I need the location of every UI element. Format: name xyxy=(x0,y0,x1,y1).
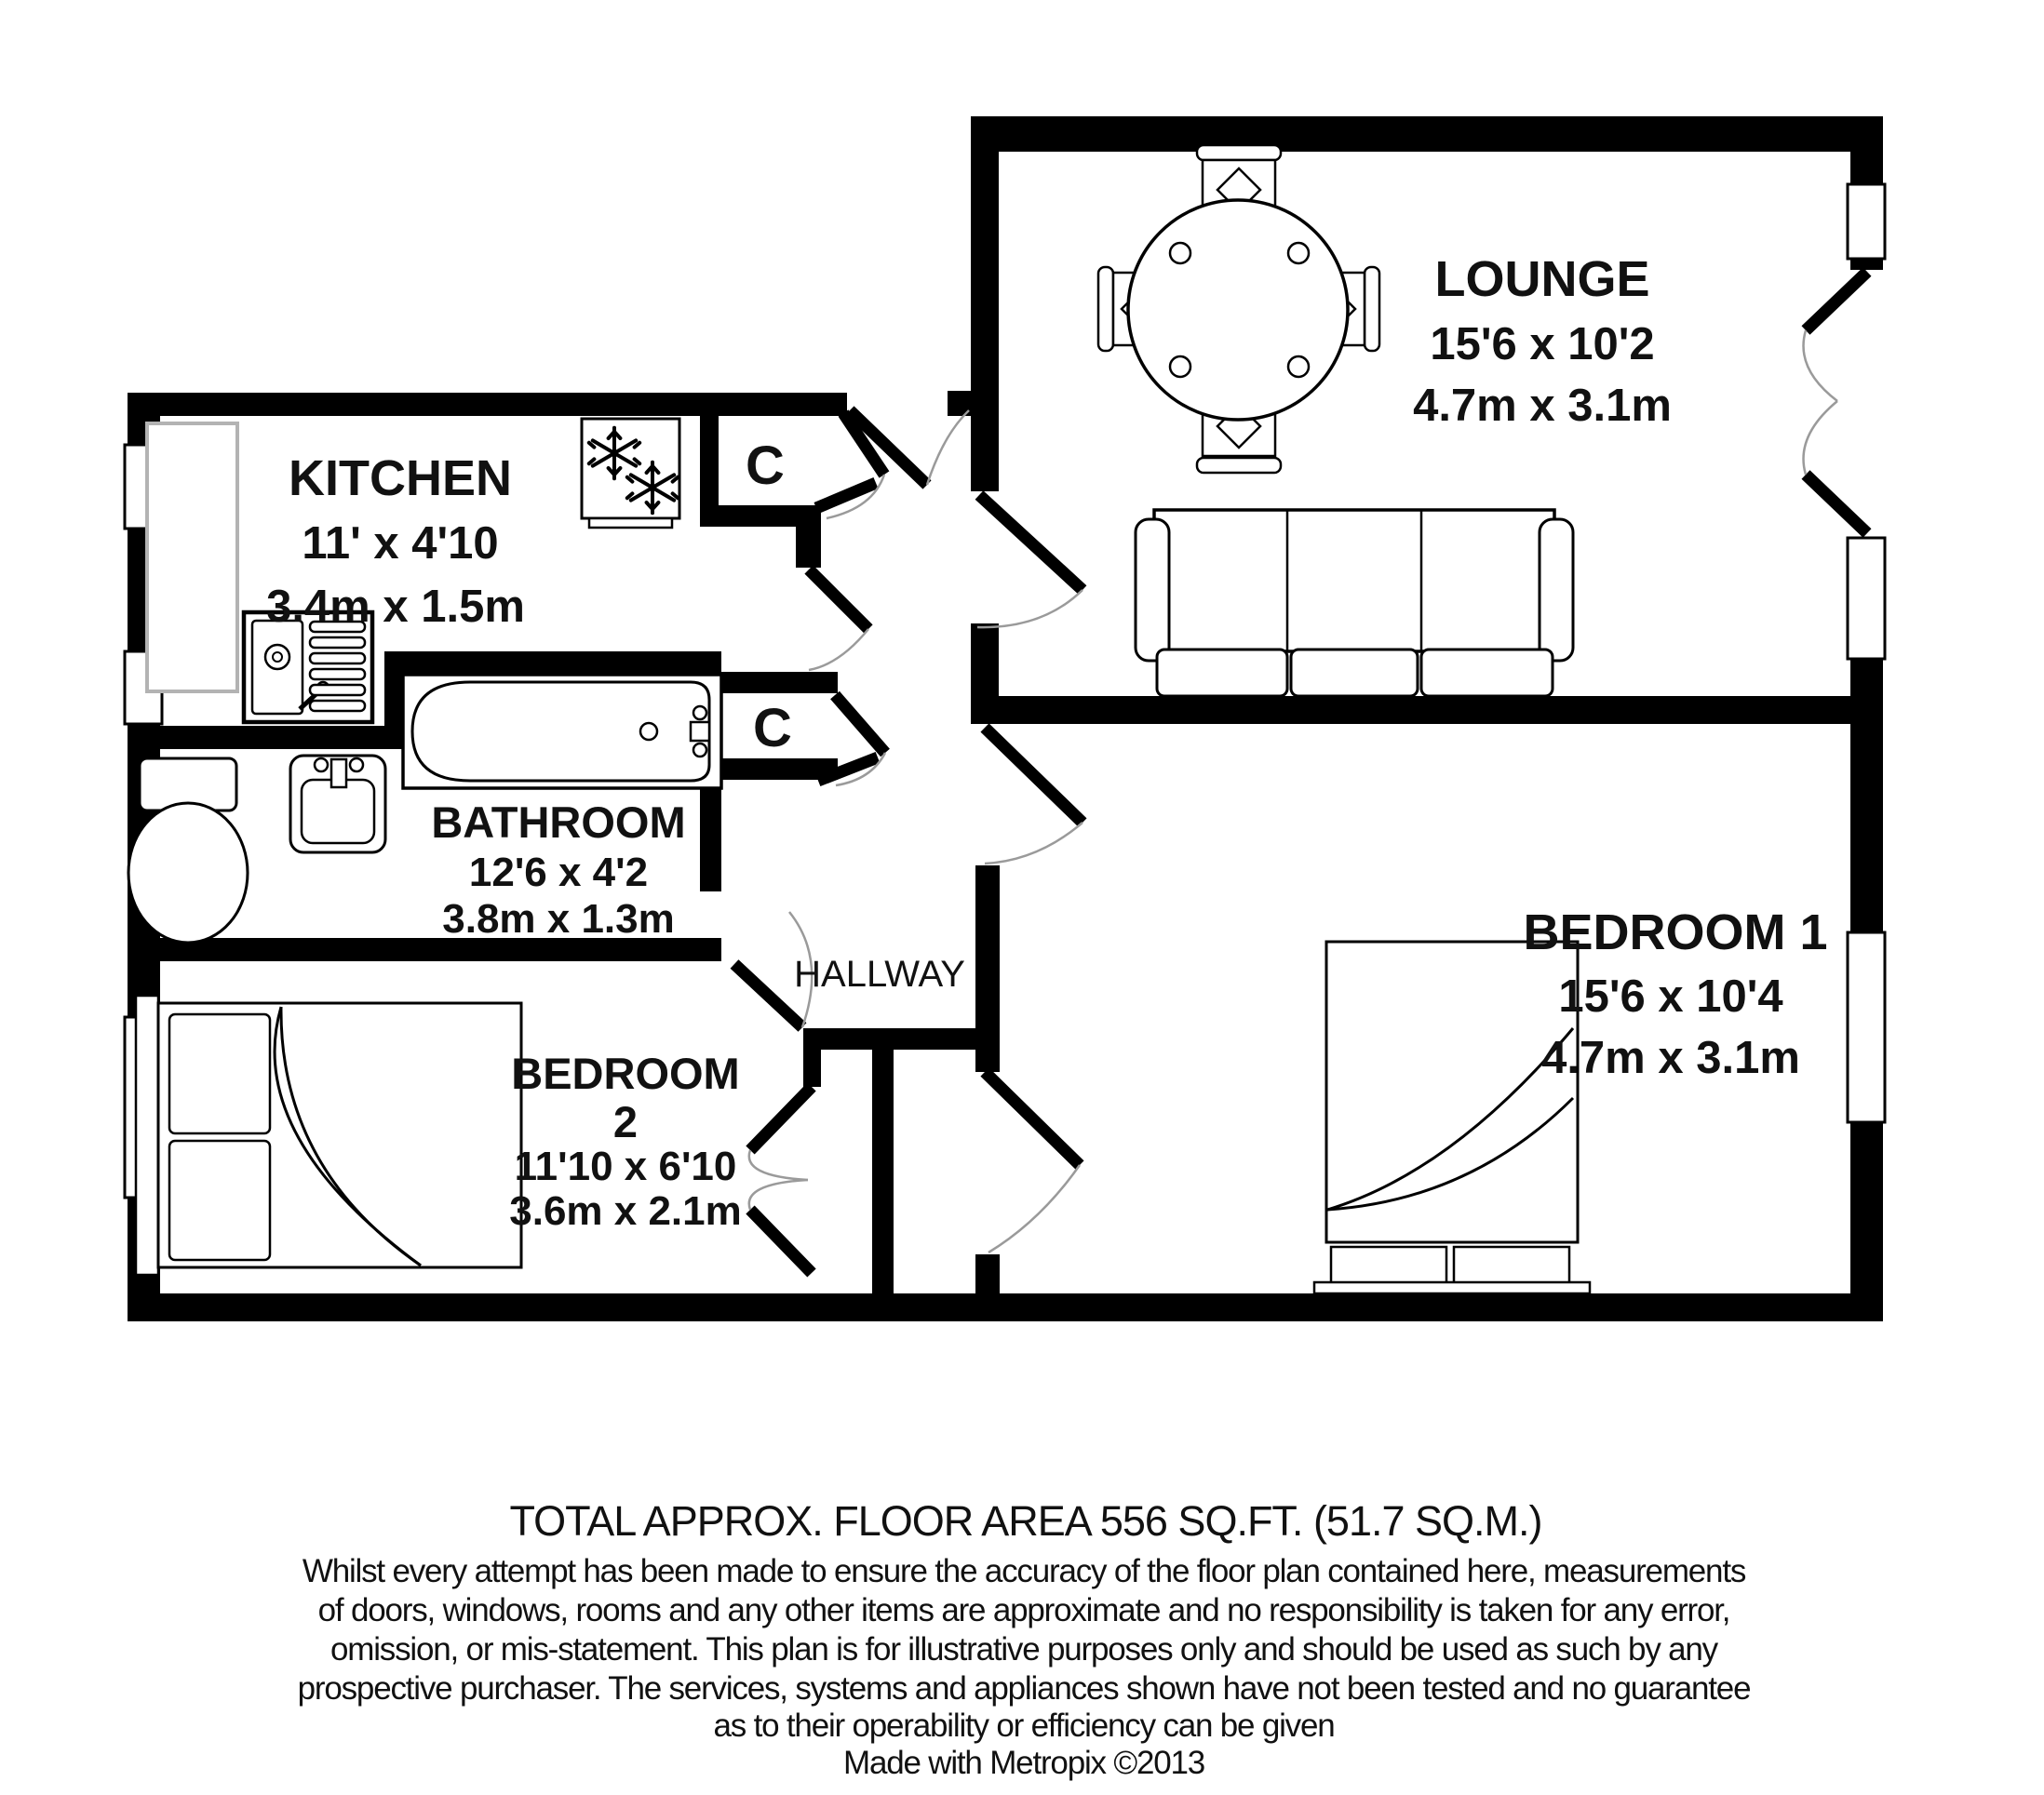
disclaimer-line-4: prospective purchaser. The services, systems and appliances shown have not been tested and no guarantee xyxy=(297,1670,1751,1707)
wall-kitchen-bath-left xyxy=(128,726,403,749)
basin-icon xyxy=(290,756,385,852)
bed2-pillow-bottom xyxy=(169,1141,270,1260)
footer xyxy=(298,1497,1751,1781)
wall-lounge-left xyxy=(971,116,999,491)
bathtub-icon xyxy=(403,675,721,788)
wall-right-3 xyxy=(1850,659,1883,934)
bedroom2-dim-metric: 3.6m x 2.1m xyxy=(509,1188,742,1234)
door-bedroom2-double xyxy=(749,1087,812,1273)
lounge-dim-imperial: 15'6 x 10'2 xyxy=(1430,319,1655,369)
wall-lounge-top xyxy=(971,116,1883,152)
bathroom-name: BATHROOM xyxy=(431,797,686,847)
door-lounge xyxy=(977,495,1083,627)
bedroom1-furniture xyxy=(1314,942,1590,1293)
bedroom2-furniture xyxy=(136,996,521,1275)
door-bedroom1 xyxy=(985,728,1083,864)
disclaimer-line-3: omission, or mis-statement. This plan is for illustrative purposes only and should be used as such by any xyxy=(330,1631,1717,1668)
wall-right-1 xyxy=(1850,116,1883,186)
total-area-text: TOTAL APPROX. FLOOR AREA 556 SQ.FT. (51.7 SQ.M.) xyxy=(509,1497,1542,1545)
bathroom-dim-imperial: 12'6 x 4'2 xyxy=(468,850,649,895)
wall-door-stub-top xyxy=(948,391,999,416)
bedroom1-name: BEDROOM 1 xyxy=(1523,904,1828,960)
bedroom2-dim-imperial: 11'10 x 6'10 xyxy=(514,1144,737,1189)
wall-kitchen-bath-right xyxy=(403,651,721,675)
wall-closet1-post xyxy=(796,527,821,568)
wall-kitchen-bath-jog xyxy=(384,651,403,749)
door-patio-double xyxy=(1804,272,1867,533)
closet1-label: C xyxy=(746,435,785,496)
wall-kitchen-top xyxy=(128,393,847,416)
bathroom-dim-metric: 3.8m x 1.3m xyxy=(442,896,675,942)
kitchen-name: KITCHEN xyxy=(289,450,512,506)
wall-bed1-west-stub xyxy=(975,1254,1000,1293)
wall-bed2-door-post xyxy=(803,1050,821,1087)
wall-hall-bottom xyxy=(803,1028,977,1050)
toilet-icon xyxy=(128,758,248,943)
bedroom2-name: BEDROOM xyxy=(511,1049,740,1098)
dining-table-icon xyxy=(1098,145,1379,473)
wall-right-2 xyxy=(1850,259,1883,270)
wall-closet1-bottom xyxy=(700,505,821,527)
fridge-icon xyxy=(582,419,679,528)
sofa-icon xyxy=(1136,510,1573,696)
window-bedroom1 xyxy=(1848,932,1885,1122)
disclaimer-line-1: Whilst every attempt has been made to ensure the accuracy of the floor plan contained here, measurements xyxy=(302,1553,1746,1589)
bedroom1-dim-imperial: 15'6 x 10'4 xyxy=(1558,971,1783,1022)
window-lounge-2 xyxy=(1848,538,1885,659)
door-bedroom1-closet xyxy=(985,1072,1080,1252)
credit-text: Made with Metropix ©2013 xyxy=(842,1745,1205,1781)
wall-bed1-west xyxy=(975,865,1000,1072)
wall-hall-east-stub xyxy=(971,623,999,698)
bed1-headboard xyxy=(1314,1282,1590,1293)
window-lounge-1 xyxy=(1848,184,1885,259)
hallway-name: HALLWAY xyxy=(794,954,965,995)
door-closet2 xyxy=(818,695,885,785)
disclaimer-line-2: of doors, windows, rooms and any other items are approximate and no responsibility is taken for any error, xyxy=(317,1592,1730,1628)
kitchen-dim-imperial: 11' x 4'10 xyxy=(302,518,499,569)
bed2-headboard xyxy=(136,996,158,1275)
door-kitchen xyxy=(809,569,868,670)
wall-lounge-bed1-divider xyxy=(971,696,1854,724)
bedroom1-dim-metric: 4.7m x 3.1m xyxy=(1541,1033,1800,1083)
lounge-name: LOUNGE xyxy=(1434,251,1650,307)
wall-right-4 xyxy=(1850,1122,1883,1321)
bed2-pillow-top xyxy=(169,1014,270,1133)
bedroom2-number: 2 xyxy=(612,1097,639,1146)
doors xyxy=(734,272,1867,1273)
kitchen-counter xyxy=(147,423,237,691)
wall-bottom-outer xyxy=(128,1293,1883,1321)
kitchen-dim-metric: 3.4m x 1.5m xyxy=(266,582,525,632)
wall-center-lower xyxy=(872,1050,894,1293)
lounge-dim-metric: 4.7m x 3.1m xyxy=(1413,381,1672,431)
disclaimer-line-5: as to their operability or efficiency can be given xyxy=(713,1708,1335,1744)
closet2-label: C xyxy=(753,698,792,758)
